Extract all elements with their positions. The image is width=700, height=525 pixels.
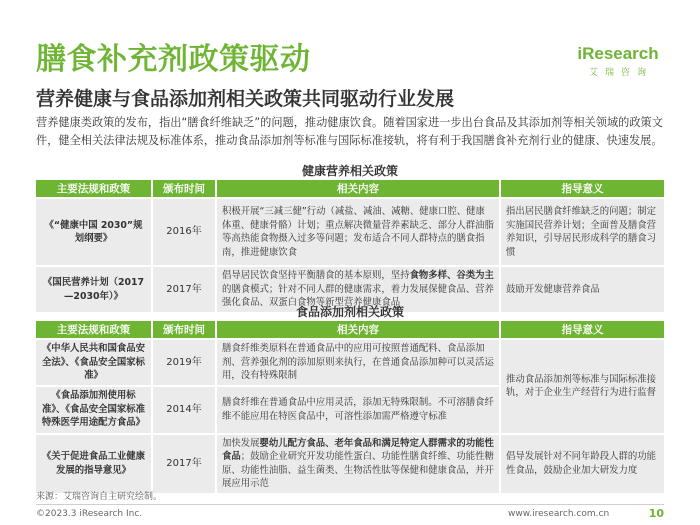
table-header-row	[36, 321, 664, 339]
policy-name: 《国民营养计划（2017—2030年）》	[36, 266, 152, 312]
page-title: 膳食补充剂政策驱动	[36, 42, 311, 77]
policy-year: 2019年	[152, 339, 216, 386]
policy-name: 《“健康中国 2030”规划纲要》	[36, 198, 152, 266]
policy-name: 《关于促进食品工业健康发展的指导意见》	[36, 434, 152, 493]
copyright-text: ©2023.3 iResearch Inc.	[36, 509, 143, 519]
page-number: 10	[648, 507, 664, 520]
column-header-meaning: 指导意义	[500, 321, 664, 339]
logo-sub-text: 艾瑞咨询	[588, 68, 653, 78]
policy-meaning: 指出居民膳食纤维缺乏的问题；制定实施国民营养计划；全面普及膳食营养知识，引导居民形成科学的膳食习惯	[500, 198, 664, 266]
policy-year: 2016年	[152, 198, 216, 266]
content-text: 的膳食模式；针对不同人群的健康需求，着力发展保健食品、营养强化食品、双蛋白食物等新型营养健康食品	[222, 283, 494, 309]
table-row	[36, 434, 664, 493]
iresearch-logo	[576, 44, 660, 78]
page-subtitle: 营养健康与食品添加剂相关政策共同驱动行业发展	[36, 88, 455, 110]
column-header-year: 颁布时间	[152, 321, 216, 339]
content-text: 倡导居民饮食坚持平衡膳食的基本原则，坚持	[222, 270, 410, 282]
policy-year: 2017年	[152, 434, 216, 493]
policy-meaning: 倡导发展针对不同年龄段人群的功能性食品，鼓励企业加大研发力度	[500, 434, 664, 493]
content-text: ；鼓励企业研究开发功能性蛋白、功能性膳食纤维、功能性糖原、功能性油脂、益生菌类、生物活性肽等保健和健康食品，并开展应用示范	[222, 451, 494, 489]
column-header-meaning: 指导意义	[500, 180, 664, 198]
policy-year: 2014年	[152, 386, 216, 434]
policy-content: 积极开展“三减三健”行动（减盐、减油、减糖、健康口腔、健康体重、健康骨骼）计划；重点解决微量营养素缺乏、部分人群油脂等高热能食物摄入过多等问题；发布适合不同人群特点的膳食指南，推进健康饮食	[216, 198, 500, 266]
policy-content	[216, 434, 500, 493]
column-header-name: 主要法规和政策	[36, 180, 152, 198]
footer-divider	[36, 504, 664, 505]
policy-name: 《中华人民共和国食品安全法》、《食品安全国家标准》	[36, 339, 152, 386]
policy-meaning: 鼓励开发健康营养食品	[500, 266, 664, 312]
logo-main-text: iResearch	[577, 44, 659, 63]
content-highlight: 食物多样、谷类为主	[409, 270, 494, 282]
policy-content: 膳食纤维类原料在普通食品中的应用可按照普通配料、食品添加剂、营养强化剂的添加原则来执行，在普通食品添加种可以灵活运用，没有特殊限制	[216, 339, 500, 386]
section-title-health: 健康营养相关政策	[301, 164, 398, 178]
content-highlight: 婴幼儿配方食品、老年食品和满足特定人群需求的功能性食品	[222, 437, 494, 462]
content-text: 加快发展	[222, 437, 260, 449]
policy-content: 膳食纤维在普通食品中应用灵活，添加无特殊限制。不可溶膳食纤维不能应用在特医食品中，可溶性添加需严格遵守标准	[216, 386, 500, 434]
column-header-year: 颁布时间	[152, 180, 216, 198]
source-note: 来源：艾瑞咨询自主研究绘制。	[36, 492, 163, 502]
health-policy-table	[36, 180, 664, 312]
intro-paragraph: 营养健康类政策的发布，指出“膳食纤维缺乏”的问题，推动健康饮食。随着国家进一步出台食品及其添加剂等相关领域的政策文件，健全相关法律法规及标准体系，推动食品添加剂等标准与国际标准接轨，将有利于我国膳食补充剂行业的健康、快速发展。	[36, 116, 663, 147]
column-header-content: 相关内容	[216, 180, 500, 198]
column-header-content: 相关内容	[216, 321, 500, 339]
additive-policy-table	[36, 321, 664, 493]
table-row	[36, 339, 664, 386]
section-title-additive: 食品添加剂相关政策	[295, 305, 404, 319]
policy-meaning: 推动食品添加剂等标准与国际标准接轨，对于企业生产经营行为进行监督	[500, 339, 664, 434]
policy-name: 《食品添加剂使用标准》、《食品安全国家标准特殊医学用途配方食品》	[36, 386, 152, 434]
policy-year: 2017年	[152, 266, 216, 312]
table-row	[36, 198, 664, 266]
table-header-row	[36, 180, 664, 198]
column-header-name: 主要法规和政策	[36, 321, 152, 339]
website-link[interactable]: www.iresearch.com.cn	[508, 509, 610, 519]
